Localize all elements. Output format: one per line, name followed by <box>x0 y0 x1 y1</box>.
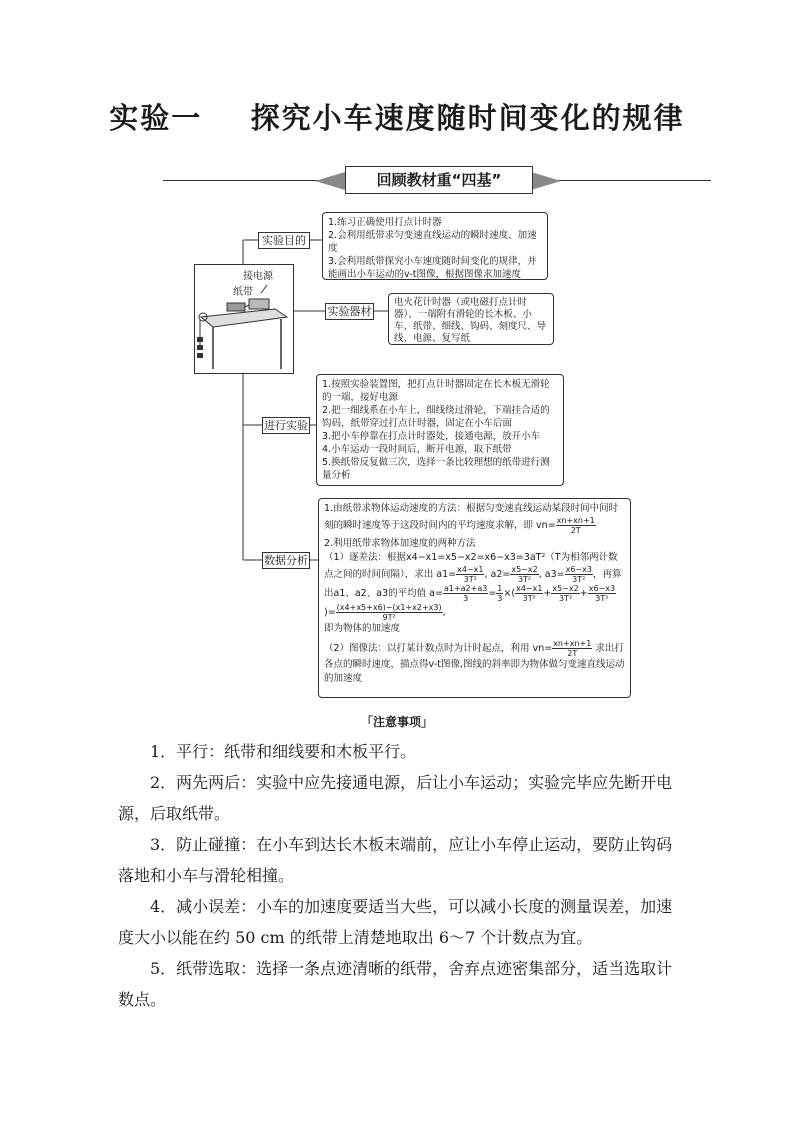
t1-fraction: $\frac{x4-x1}{\text{3T²}}$ <box>516 584 543 603</box>
apparatus-image <box>194 264 294 374</box>
section-label-equipment: 实验器材 <box>325 303 374 320</box>
procedure-line-3: 3.把小车停靠在打点计时器处，接通电源，放开小车 <box>322 431 541 442</box>
analysis-line-2: 2.利用纸带求物体加速度的两种方法 <box>324 538 476 549</box>
note-5: 5．纸带选取：选择一条点迹清晰的纸带，舍弃点迹密集部分，适当选取计数点。 <box>118 959 673 1009</box>
a3-fraction: $\frac{x6-x3}{\text{3T²}}$ <box>565 565 592 584</box>
vn-fraction: $\frac{xn+xn+1}{2T}$ <box>556 516 595 535</box>
note-4: 4．减小误差：小车的加速度要适当大些，可以减小长度的测量误差，加速度大小以能在约 50 cm 的纸带上清楚地取出 6～7 个计数点为宜。 <box>118 897 673 947</box>
note-2: 2．两先两后：实验中应先接通电源，后让小车运动；实验完毕应先断开电源，后取纸带。 <box>118 773 673 823</box>
analysis-box <box>318 498 631 698</box>
avg-fraction: $\frac{a1+a2+a3}{3}$ <box>443 584 488 603</box>
purpose-line-2: 2.会利用纸带求匀变速直线运动的瞬时速度、加速度 <box>328 230 537 254</box>
purpose-box <box>322 212 548 280</box>
one-third-fraction: $\frac{1}{3}$ <box>497 584 503 603</box>
note-1: 1．平行：纸带和细线要和木板平行。 <box>150 742 417 761</box>
analysis-line-5: 即为物体的加速度 <box>324 623 401 634</box>
a1-fraction: $\frac{x4-x1}{\text{3T²}}$ <box>457 565 484 584</box>
procedure-box <box>316 374 564 486</box>
note-3: 3．防止碰撞：在小车到达长木板末端前，应让小车停止运动，要防止钩码落地和小车与滑轮相撞。 <box>118 835 673 885</box>
notes-title: 「注意事项」 <box>360 715 433 729</box>
procedure-line-5: 5.换纸带反复做三次，选择一条比较理想的纸带进行测量分析 <box>322 457 550 481</box>
procedure-line-2: 2.把一细线系在小车上，细线绕过滑轮，下端挂合适的钩码，纸带穿过打点计时器，固定在小车后面 <box>322 405 550 429</box>
purpose-line-3: 3.会利用纸带探究小车速度随时间变化的规律，并能画出小车运动的v-t图像，根据图像求加速度 <box>328 256 537 280</box>
analysis-line-1: 1.由纸带求物体运动速度的方法：根据匀变速直线运动某段时间中间时刻的瞬时速度等于这段时间内的平均速度求解，即 vn= $\frac{xn+xn+1}{2T}$ <box>324 503 619 535</box>
t3-fraction: $\frac{x6-x3}{\text{3T²}}$ <box>588 584 616 603</box>
section-label-procedure: 进行实验 <box>264 419 308 432</box>
section-banner: 回顾教材重“四基” <box>345 166 533 194</box>
procedure-line-4: 4.小车运动一段时间后，断开电源，取下纸带 <box>322 444 512 455</box>
analysis-line-6: （2）图像法：以打某计数点时为计时起点，利用 vn= $\frac{xn+xn+1}{2T}$ 求出打各点的瞬时速度，描点得v-t图像,图线的斜率即为物体做匀变速直线运动的加速度 <box>324 639 625 684</box>
section-label-purpose: 实验目的 <box>258 232 310 249</box>
equipment-line-1: 电火花计时器（或电磁打点计时器）、一端附有滑轮的长木板、小车、纸带、细线、钩码、刻度尺、导线、电源、复写纸 <box>394 297 547 344</box>
analysis-line-3: （1）逐差法：根据x4−x1=x5−x2=x6−x3=3aT²（T为相邻两计数点之间的时间间隔），求出 a1= $\frac{x4-x1}{\text{3T²}}$ , a2= $\frac{x5-x2}{\text{3T²}}$ , a3= $\frac{x6-x3}{\text{3T²}}$ ，再算出a1、a2、a3的平均值 a= $\frac{a1+a2+a3}{3}$ = $\frac{1}{3}$ ×( $\frac{x4-x1}{\text{3T²}}$ + $\frac{x5-x2}{\text{3T²}}$ + $\frac{x6-x3}{\text{3T²}}$ )= $\frac{(x4+x5+x6)-(x1+x2+x3)}{\text{9T²}}$ , <box>324 552 622 622</box>
result-fraction: $\frac{(x4+x5+x6)-(x1+x2+x3)}{\text{9T²}}$ <box>336 603 442 622</box>
tape-label: 纸带 <box>233 287 253 298</box>
page-title: 实验一 探究小车速度随时间变化的规律 <box>109 101 685 135</box>
section-label-analysis: 数据分析 <box>264 554 308 567</box>
power-label: 接电源 <box>243 271 273 282</box>
equipment-box <box>388 293 554 345</box>
a2-fraction: $\frac{x5-x2}{\text{3T²}}$ <box>511 565 538 584</box>
procedure-line-1: 1.按照实验装置图，把打点计时器固定在长木板无滑轮的一端，接好电源 <box>322 379 550 403</box>
purpose-line-1: 1.练习正确使用打点计时器 <box>328 217 442 228</box>
t2-fraction: $\frac{x5-x2}{\text{3T²}}$ <box>552 584 579 603</box>
vn-fraction-2: $\frac{xn+xn+1}{2T}$ <box>553 639 592 658</box>
